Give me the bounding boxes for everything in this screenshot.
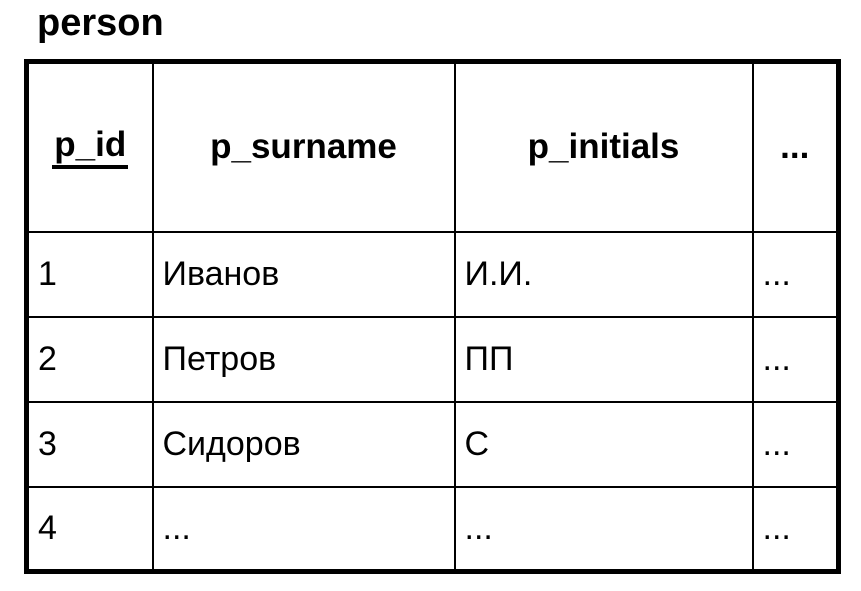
- table-cell: ...: [455, 487, 753, 572]
- header-row: [27, 62, 839, 232]
- table-cell: ...: [753, 487, 839, 572]
- table-cell: С: [455, 402, 753, 487]
- table-cell: ...: [753, 232, 839, 317]
- column-header-ellipsis: ...: [753, 62, 839, 232]
- column-header-p-id: [27, 62, 153, 232]
- table-title: person: [37, 2, 164, 44]
- table-cell: Петров: [153, 317, 455, 402]
- table-cell: 4: [27, 487, 153, 572]
- table-cell: Иванов: [153, 232, 455, 317]
- table-cell: Сидоров: [153, 402, 455, 487]
- primary-key-label: p_id: [52, 127, 128, 169]
- table-row: [27, 402, 839, 487]
- table-cell: ПП: [455, 317, 753, 402]
- table-row: [27, 317, 839, 402]
- table-cell: И.И.: [455, 232, 753, 317]
- table-header: [27, 62, 839, 232]
- table-cell: 2: [27, 317, 153, 402]
- table-row: [27, 487, 839, 572]
- table-body: [27, 232, 839, 572]
- column-header-p-initials: p_initials: [455, 62, 753, 232]
- table-cell: ...: [153, 487, 455, 572]
- table-cell: ...: [753, 317, 839, 402]
- table-cell: 1: [27, 232, 153, 317]
- person-table: [24, 59, 841, 574]
- table-cell: ...: [753, 402, 839, 487]
- table-cell: 3: [27, 402, 153, 487]
- table-row: [27, 232, 839, 317]
- column-header-p-surname: p_surname: [153, 62, 455, 232]
